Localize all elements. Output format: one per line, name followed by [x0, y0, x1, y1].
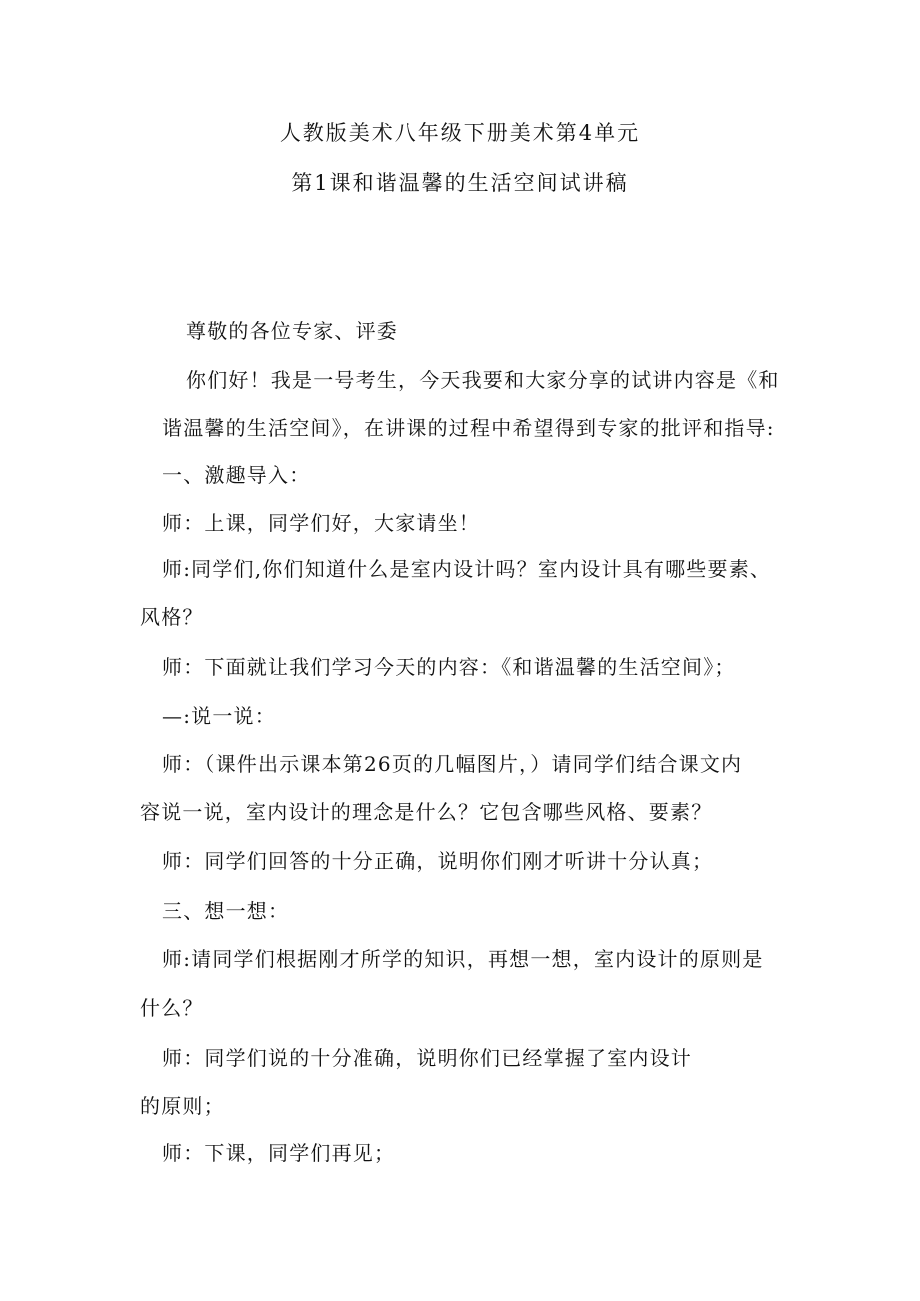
dialogue-line: 师：同学们回答的十分正确，说明你们刚才听讲十分认真；: [162, 849, 714, 873]
section-heading-think: 三、想一想：: [162, 899, 290, 923]
salutation: 尊敬的各位专家、评委: [186, 319, 398, 343]
section-heading-discuss: —:说一说：: [162, 704, 276, 728]
dialogue-line: 师：上课，同学们好，大家请坐！: [162, 511, 480, 535]
dialogue-line: 师：下面就让我们学习今天的内容：《和谐温馨的生活空间》；: [162, 655, 736, 679]
dialogue-line: 师：（课件出示课本第26页的几幅图片，）请同学们结合课文内: [162, 752, 743, 776]
dialogue-line: 师：同学们说的十分准确，说明你们已经掌握了室内设计: [162, 1046, 692, 1070]
dialogue-line: 师:同学们,你们知道什么是室内设计吗？室内设计具有哪些要素、: [162, 557, 772, 581]
dialogue-line-continued: 容说一说，室内设计的理念是什么？它包含哪些风格、要素？: [140, 800, 713, 824]
dialogue-line-continued: 的原则；: [140, 1094, 225, 1118]
greeting-line-1: 你们好！我是一号考生，今天我要和大家分享的试讲内容是《和: [186, 368, 780, 392]
dialogue-line-continued: 什么？: [140, 996, 204, 1020]
dialogue-line: 师:请同学们根据刚才所学的知识，再想一想，室内设计的原则是: [162, 947, 764, 971]
document-title-line-1: 人教版美术八年级下册美术第4单元: [279, 121, 641, 145]
greeting-line-2: 谐温馨的生活空间》，在讲课的过程中希望得到专家的批评和指导:: [162, 416, 775, 440]
dialogue-line-continued: 风格？: [140, 605, 204, 629]
document-title-line-2: 第1课和谐温馨的生活空间试讲稿: [291, 171, 629, 195]
dialogue-line: 师：下课，同学们再见；: [162, 1141, 396, 1165]
section-heading-intro: 一、激趣导入：: [162, 463, 311, 487]
